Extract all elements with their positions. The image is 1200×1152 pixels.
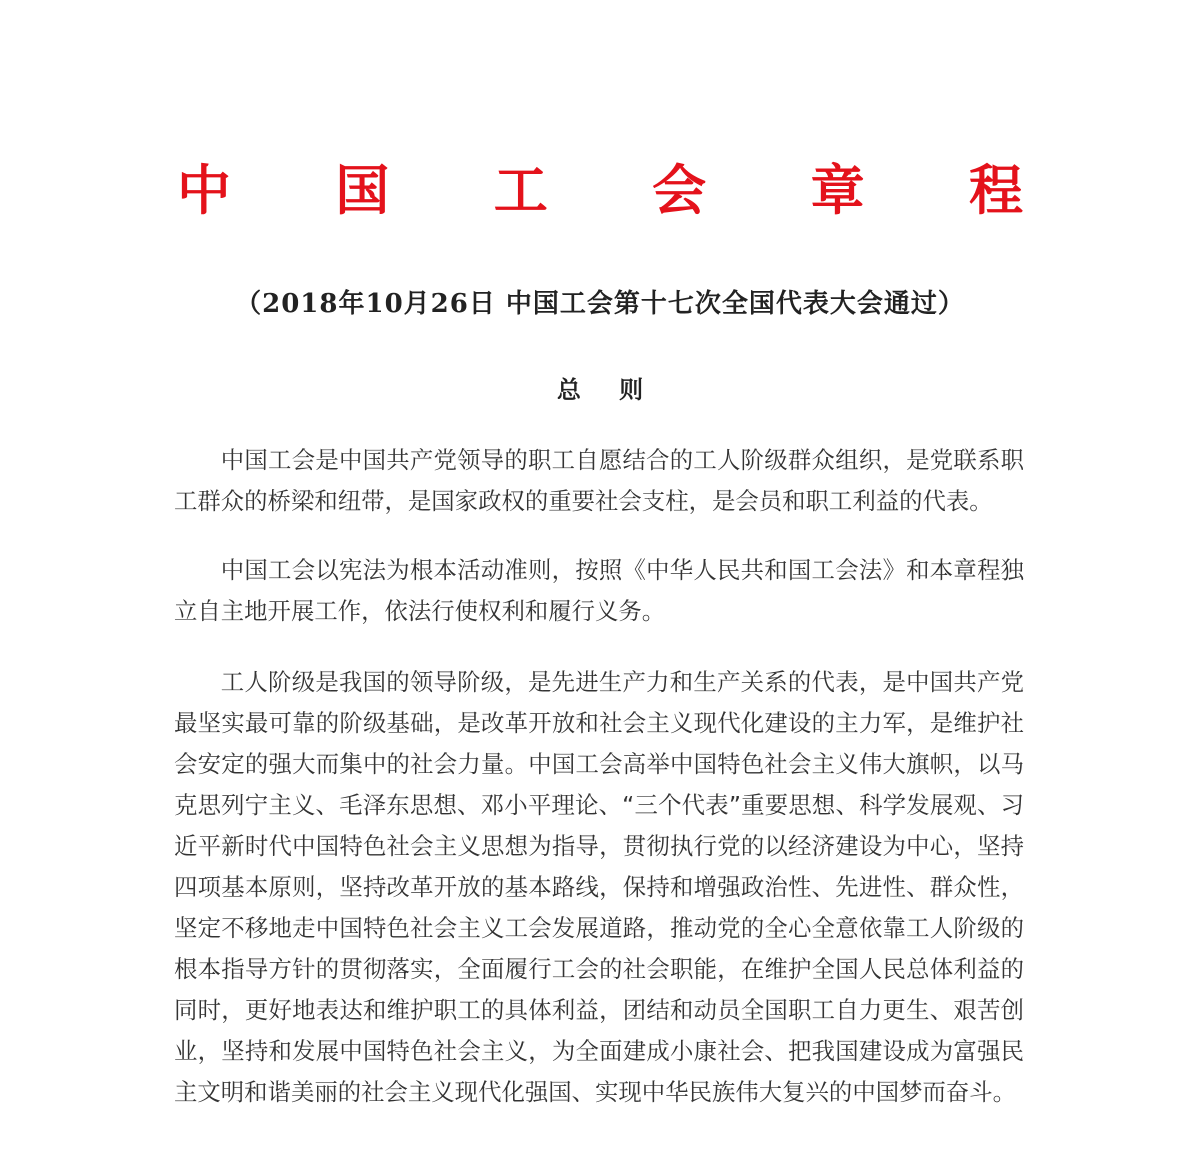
document-title [175, 150, 1025, 230]
document-subtitle: （2018年10月26日 中国工会第十七次全国代表大会通过） [235, 289, 965, 319]
title-char: 会 [652, 158, 707, 222]
title-char: 工 [493, 158, 548, 222]
title-char: 国 [335, 158, 390, 222]
section-heading: 总 则 [556, 375, 644, 404]
title-char: 章 [810, 158, 865, 222]
paragraph: 中国工会是中国共产党领导的职工自愿结合的工人阶级群众组织，是党联系职工群众的桥梁和纽带，是国家政权的重要社会支柱，是会员和职工利益的代表。 [174, 446, 1024, 515]
title-char: 中 [177, 158, 231, 222]
title-char: 程 [968, 158, 1023, 222]
paragraph: 中国工会以宪法为根本活动准则，按照《中华人民共和国工会法》和本章程独立自主地开展工作，依法行使权利和履行义务。 [174, 556, 1024, 625]
paragraph: 工人阶级是我国的领导阶级，是先进生产力和生产关系的代表，是中国共产党最坚实最可靠的阶级基础，是改革开放和社会主义现代化建设的主力军，是维护社会安定的强大而集中的社会力量。中国工会高举中国特色社会主义伟大旗帜，以马克思列宁主义、毛泽东思想、邓小平理论、“三个代表”重要思想、科学发展观、习近平新时代中国特色社会主义思想为指导，贯彻执行党的以经济建设为中心，坚持四项基本原则，坚持改革开放的基本路线，保持和增强政治性、先进性、群众性，坚定不移地走中国特色社会主义工会发展道路，推动党的全心全意依靠工人阶级的根本指导方针的贯彻落实，全面履行工会的社会职能，在维护全国人民总体利益的同时，更好地表达和维护职工的具体利益，团结和动员全国职工自力更生、艰苦创业，坚持和发展中国特色社会主义，为全面建成小康社会、把我国建设成为富强民主文明和谐美丽的社会主义现代化强国、实现中华民族伟大复兴的中国梦而奋斗。 [174, 668, 1024, 1106]
